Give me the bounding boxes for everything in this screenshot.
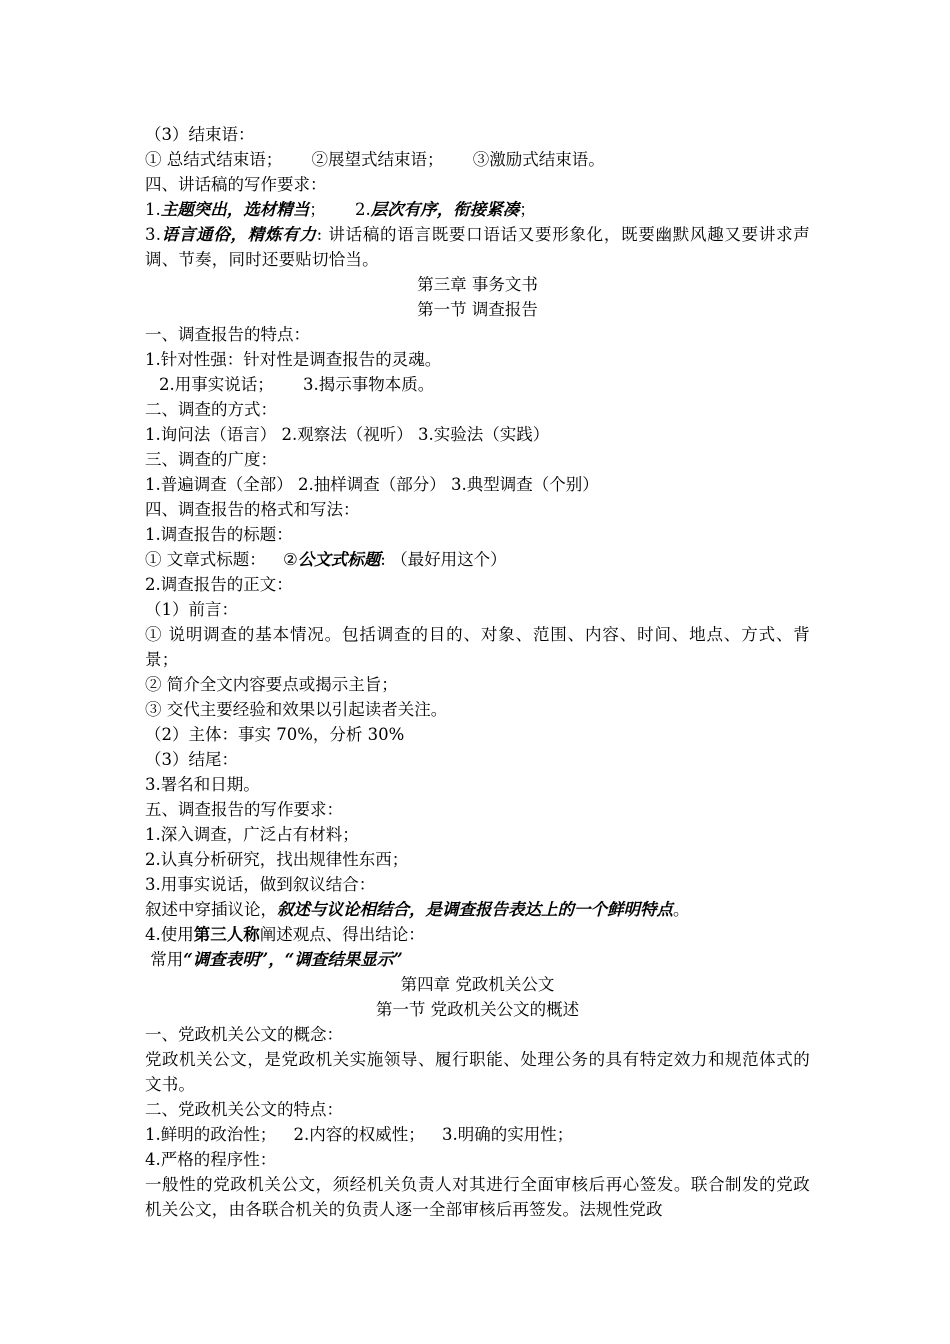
chapter-title: 第三章 事务文书 <box>417 275 538 294</box>
heading-line: 四、讲话稿的写作要求： <box>145 175 327 194</box>
text-segment: 3.揭示事物本质。 <box>303 375 435 394</box>
text-line: 1.询问法（语言） 2.观察法（视听） 3.实验法（实践） <box>145 425 550 444</box>
heading-line: 二、党政机关公文的特点： <box>145 1100 343 1119</box>
text-line <box>145 1122 810 1147</box>
emphasis-text: 公文式标题 <box>297 550 381 569</box>
text-segment: 3.明确的实用性； <box>442 1125 574 1144</box>
heading-line: 四、调查报告的格式和写法： <box>145 500 360 519</box>
text-line: 2.调查报告的正文： <box>145 575 293 594</box>
text-line <box>145 547 810 572</box>
emphasis-text: 第三人称 <box>193 925 260 944</box>
section-title: 第一节 调查报告 <box>417 300 538 319</box>
text-paragraph: ① 说明调查的基本情况。包括调查的目的、对象、范围、内容、时间、地点、方式、背景； <box>145 625 810 669</box>
text-line: 4.严格的程序性： <box>145 1150 277 1169</box>
section-title: 第一节 党政机关公文的概述 <box>375 1000 580 1019</box>
text-line <box>145 147 810 172</box>
text-segment: 。 <box>673 900 690 919</box>
text-line: ② 简介全文内容要点或揭示主旨； <box>145 675 398 694</box>
text-segment: ； <box>309 200 326 219</box>
emphasis-text: 叙述与议论相结合，是调查报告表达上的一个鲜明特点 <box>277 900 673 919</box>
text-segment: 2.内容的权威性； <box>293 1125 425 1144</box>
text-line: 1.普遍调查（全部） 2.抽样调查（部分） 3.典型调查（个别） <box>145 475 599 494</box>
text-segment: : （最好用这个） <box>380 550 507 569</box>
heading-line: 一、调查报告的特点： <box>145 325 310 344</box>
heading-line: 三、调查的广度： <box>145 450 277 469</box>
text-segment: ； <box>519 200 536 219</box>
text-line <box>145 947 810 972</box>
text-paragraph: 一般性的党政机关公文，须经机关负责人对其进行全面审核后再心签发。联合制发的党政机关公文，由各联合机关的负责人逐一全部审核后再签发。法规性党政 <box>145 1175 810 1219</box>
text-line: 3.署名和日期。 <box>145 775 260 794</box>
emphasis-text: “调查表明”，“调查结果显示” <box>183 950 403 969</box>
text-segment: 2.用事实说话； <box>159 375 274 394</box>
text-paragraph <box>145 222 810 272</box>
heading-line: 一、党政机关公文的概念： <box>145 1025 343 1044</box>
text-line <box>145 197 810 222</box>
text-segment: ② <box>283 550 298 569</box>
text-line <box>145 372 810 397</box>
text-line: 2.认真分析研究，找出规律性东西； <box>145 850 409 869</box>
text-segment: ① 总结式结束语； <box>145 150 283 169</box>
text-line: （1）前言： <box>145 600 238 619</box>
text-line: 1.深入调查，广泛占有材料； <box>145 825 359 844</box>
text-segment: 2. <box>355 200 371 219</box>
text-segment: 阐述观点、得出结论： <box>259 925 425 944</box>
text-paragraph: 党政机关公文，是党政机关实施领导、履行职能、处理公务的具有特定效力和规范体式的文书。 <box>145 1050 810 1094</box>
heading-line: 二、调查的方式： <box>145 400 277 419</box>
text-segment: 1.鲜明的政治性； <box>145 1125 277 1144</box>
emphasis-text: 层次有序，衔接紧凑 <box>370 200 520 219</box>
text-line: 3.用事实说话，做到叙议结合： <box>145 875 376 894</box>
text-line: ③ 交代主要经验和效果以引起读者关注。 <box>145 700 448 719</box>
chapter-title: 第四章 党政机关公文 <box>400 975 555 994</box>
text-line <box>145 897 810 922</box>
text-segment: 常用 <box>150 950 184 969</box>
text-segment: : 讲话稿的语言既要口语话又要形象化，既要幽默风趣又要讲求声调、节奏，同时还要贴切恰当。 <box>145 225 810 269</box>
text-segment: 4.使用 <box>145 925 194 944</box>
text-line: （3）结束语： <box>145 125 255 144</box>
text-segment: ②展望式结束语； <box>311 150 444 169</box>
emphasis-text: 语言通俗，精炼有力 <box>161 225 317 244</box>
text-segment: ③激励式结束语。 <box>472 150 605 169</box>
text-segment: ① 文章式标题： <box>145 550 266 569</box>
text-line <box>145 922 810 947</box>
text-segment: 3. <box>145 225 162 244</box>
emphasis-text: 主题突出，选材精当 <box>160 200 310 219</box>
text-line: （3）结尾： <box>145 750 238 769</box>
text-line: （2）主体：事实 70%，分析 30% <box>145 725 405 744</box>
text-segment: 1. <box>145 200 161 219</box>
text-line: 1.针对性强：针对性是调查报告的灵魂。 <box>145 350 442 369</box>
heading-line: 五、调查报告的写作要求： <box>145 800 343 819</box>
document-page <box>145 122 810 1222</box>
text-segment: 叙述中穿插议论， <box>145 900 277 919</box>
text-line: 1.调查报告的标题： <box>145 525 293 544</box>
